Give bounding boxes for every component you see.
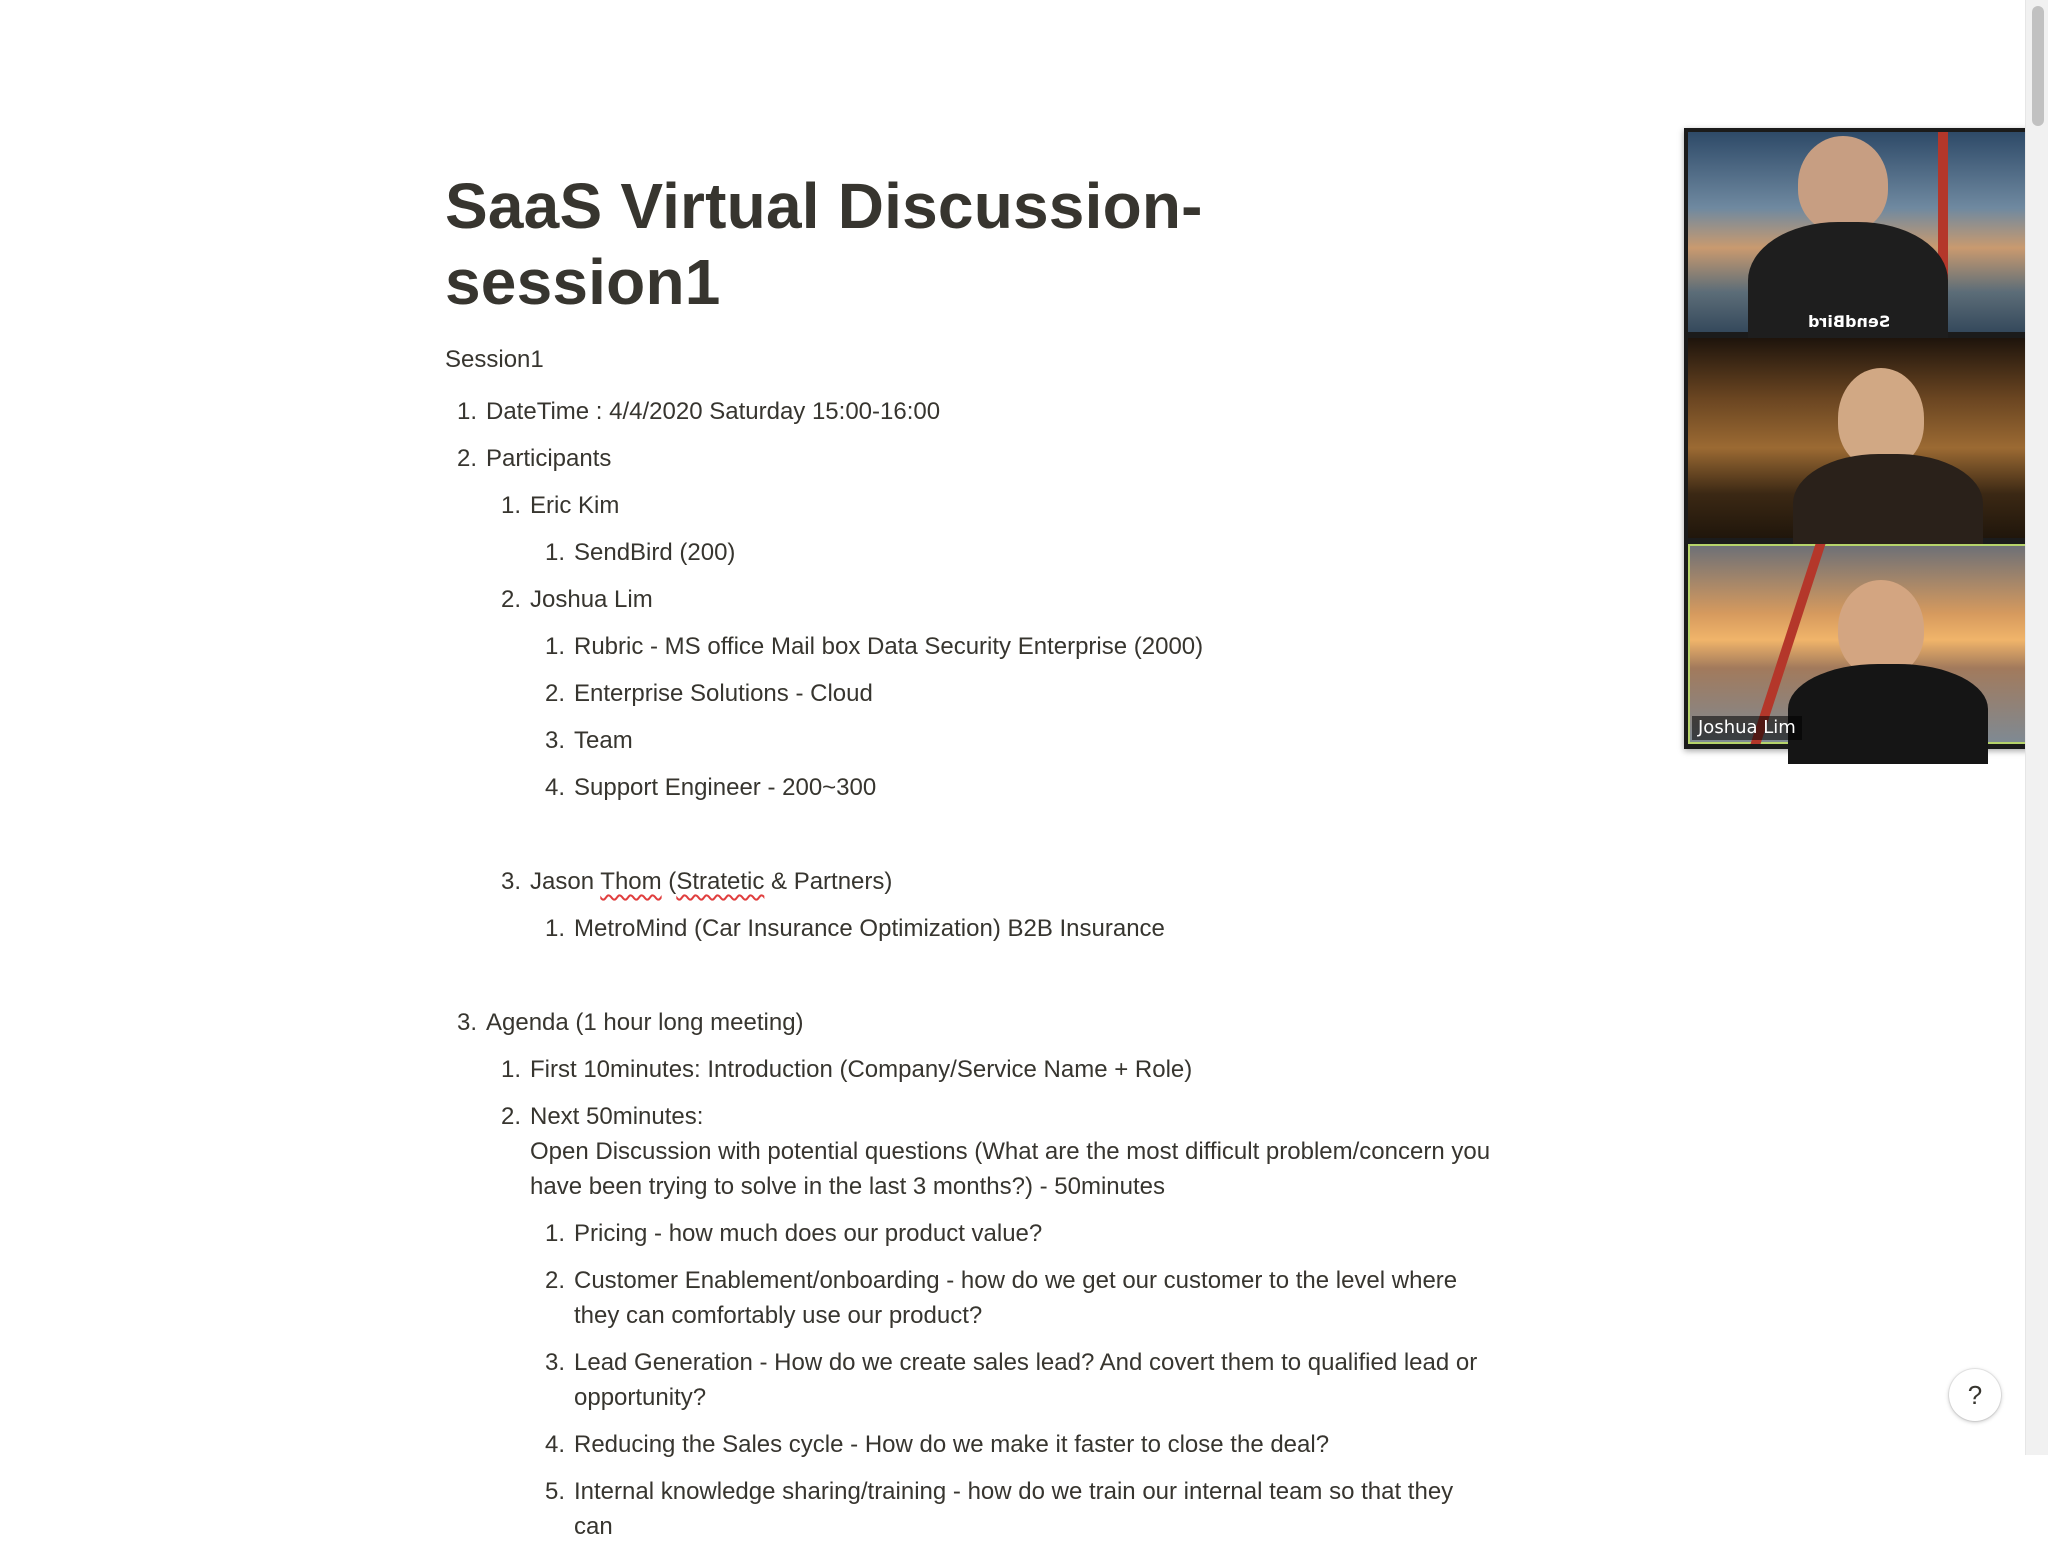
sub-list	[533, 623, 1495, 811]
list-item-text[interactable]: Support Engineer - 200~300	[574, 774, 877, 801]
list-item[interactable]	[533, 670, 1495, 717]
list-item-text[interactable]: MetroMind (Car Insurance Optimization) B2B Insurance	[574, 915, 1165, 942]
list-item-text[interactable]: Internal knowledge sharing/training - how do we train our internal team so that they can	[574, 1478, 1454, 1540]
question-item[interactable]	[533, 1210, 1495, 1257]
list-item-text[interactable]: Joshua Lim	[530, 586, 653, 613]
participant-eric-kim[interactable]	[489, 482, 1495, 576]
list-number: 1.	[544, 539, 565, 566]
list-number: 1.	[544, 915, 565, 942]
list-item-text[interactable]: DateTime : 4/4/2020 Saturday 15:00-16:00	[486, 398, 941, 425]
shirt-logo-text: SendBird	[1808, 312, 1891, 331]
list-item-datetime[interactable]	[445, 388, 1495, 435]
list-number: 1.	[500, 492, 521, 519]
list-item[interactable]	[533, 764, 1495, 811]
list-item-text[interactable]: Participants	[486, 445, 612, 472]
list-number: 2.	[544, 1267, 565, 1294]
list-number: 1.	[544, 1220, 565, 1247]
list-item-agenda[interactable]	[445, 999, 1495, 1550]
participant-face	[1838, 368, 1924, 468]
empty-block[interactable]	[489, 811, 1495, 858]
list-item-text[interactable]: Reducing the Sales cycle - How do we make it faster to close the deal?	[574, 1431, 1330, 1458]
list-item-text[interactable]: Lead Generation - How do we create sales lead? And covert them to qualified lead or opportunity?	[574, 1349, 1478, 1411]
participant-jason-thom[interactable]	[489, 858, 1495, 999]
question-item[interactable]	[533, 1339, 1495, 1421]
list-number: 1.	[500, 1056, 521, 1083]
video-call-panel[interactable]	[1684, 128, 2048, 749]
video-tile-participant-2[interactable]	[1688, 338, 2045, 538]
list-number: 1.	[544, 633, 565, 660]
empty-block[interactable]	[489, 952, 1495, 999]
participant-name-tag: Joshua Lim	[1692, 716, 1802, 740]
list-number: 2.	[544, 680, 565, 707]
participant-body	[1788, 664, 1988, 764]
list-item[interactable]	[533, 529, 1495, 576]
list-number: 5.	[544, 1478, 565, 1505]
list-number: 3.	[456, 1009, 477, 1036]
list-number: 2.	[500, 1103, 521, 1130]
list-item-text[interactable]: Enterprise Solutions - Cloud	[574, 680, 873, 707]
list-number: 3.	[544, 727, 565, 754]
list-item-text[interactable]	[530, 868, 892, 895]
list-number: 3.	[500, 868, 521, 895]
list-item-text[interactable]: Team	[574, 727, 633, 754]
video-tile-joshua-lim[interactable]	[1688, 544, 2045, 744]
list-item-text[interactable]: Rubric - MS office Mail box Data Security Enterprise (2000)	[574, 633, 1204, 660]
list-number: 3.	[544, 1349, 565, 1376]
agenda-item-discussion[interactable]	[489, 1093, 1495, 1550]
list-item[interactable]	[533, 717, 1495, 764]
vertical-scrollbar[interactable]	[2025, 0, 2048, 1455]
top-level-list	[445, 388, 1495, 1550]
list-item-text[interactable]: SendBird (200)	[574, 539, 736, 566]
list-number: 2.	[456, 445, 477, 472]
sub-list	[533, 905, 1495, 952]
list-item-text[interactable]: Eric Kim	[530, 492, 620, 519]
session-label[interactable]: Session1	[445, 346, 544, 373]
list-number: 4.	[544, 1431, 565, 1458]
participant-joshua-lim[interactable]	[489, 576, 1495, 858]
document-body	[445, 168, 1495, 1550]
text-segment: & Partners)	[764, 868, 893, 895]
text-segment: (	[661, 868, 677, 895]
agenda-list	[489, 1046, 1495, 1550]
question-item[interactable]	[533, 1257, 1495, 1339]
questions-list	[533, 1210, 1495, 1550]
scrollbar-thumb[interactable]	[2032, 6, 2044, 126]
participants-list	[489, 482, 1495, 999]
help-button[interactable]: ?	[1949, 1369, 2001, 1421]
sub-list	[533, 529, 1495, 576]
list-item-text[interactable]: Customer Enablement/onboarding - how do we get our customer to the level where they can comfortably use our product?	[574, 1267, 1458, 1329]
misspelled-word[interactable]: Stratetic	[676, 868, 765, 895]
misspelled-word[interactable]: Thom	[600, 868, 662, 895]
list-number: 1.	[456, 398, 477, 425]
list-item-participants[interactable]	[445, 435, 1495, 999]
video-tile-participant-1[interactable]	[1688, 132, 2045, 332]
list-item-text[interactable]: First 10minutes: Introduction (Company/Service Name + Role)	[530, 1056, 1193, 1083]
question-item[interactable]	[533, 1421, 1495, 1468]
agenda-item-intro[interactable]	[489, 1046, 1495, 1093]
list-item[interactable]	[533, 905, 1495, 952]
page-title[interactable]: SaaS Virtual Discussion- session1	[445, 170, 1203, 318]
participant-face	[1798, 136, 1888, 232]
question-item[interactable]	[533, 1468, 1495, 1550]
participant-face	[1838, 580, 1924, 676]
list-number: 4.	[544, 774, 565, 801]
list-number: 2.	[500, 586, 521, 613]
list-item-text[interactable]: Pricing - how much does our product value?	[574, 1220, 1043, 1247]
list-item[interactable]	[533, 623, 1495, 670]
text-segment: Jason	[530, 868, 601, 895]
list-item-text[interactable]: Next 50minutes:	[530, 1103, 704, 1130]
participant-body	[1748, 222, 1948, 352]
list-item-text-continued[interactable]: Open Discussion with potential questions (What are the most difficult problem/concern you have been trying to solve in the last 3 months?) - 50minutes	[530, 1138, 1491, 1200]
list-item-text[interactable]: Agenda (1 hour long meeting)	[486, 1009, 804, 1036]
